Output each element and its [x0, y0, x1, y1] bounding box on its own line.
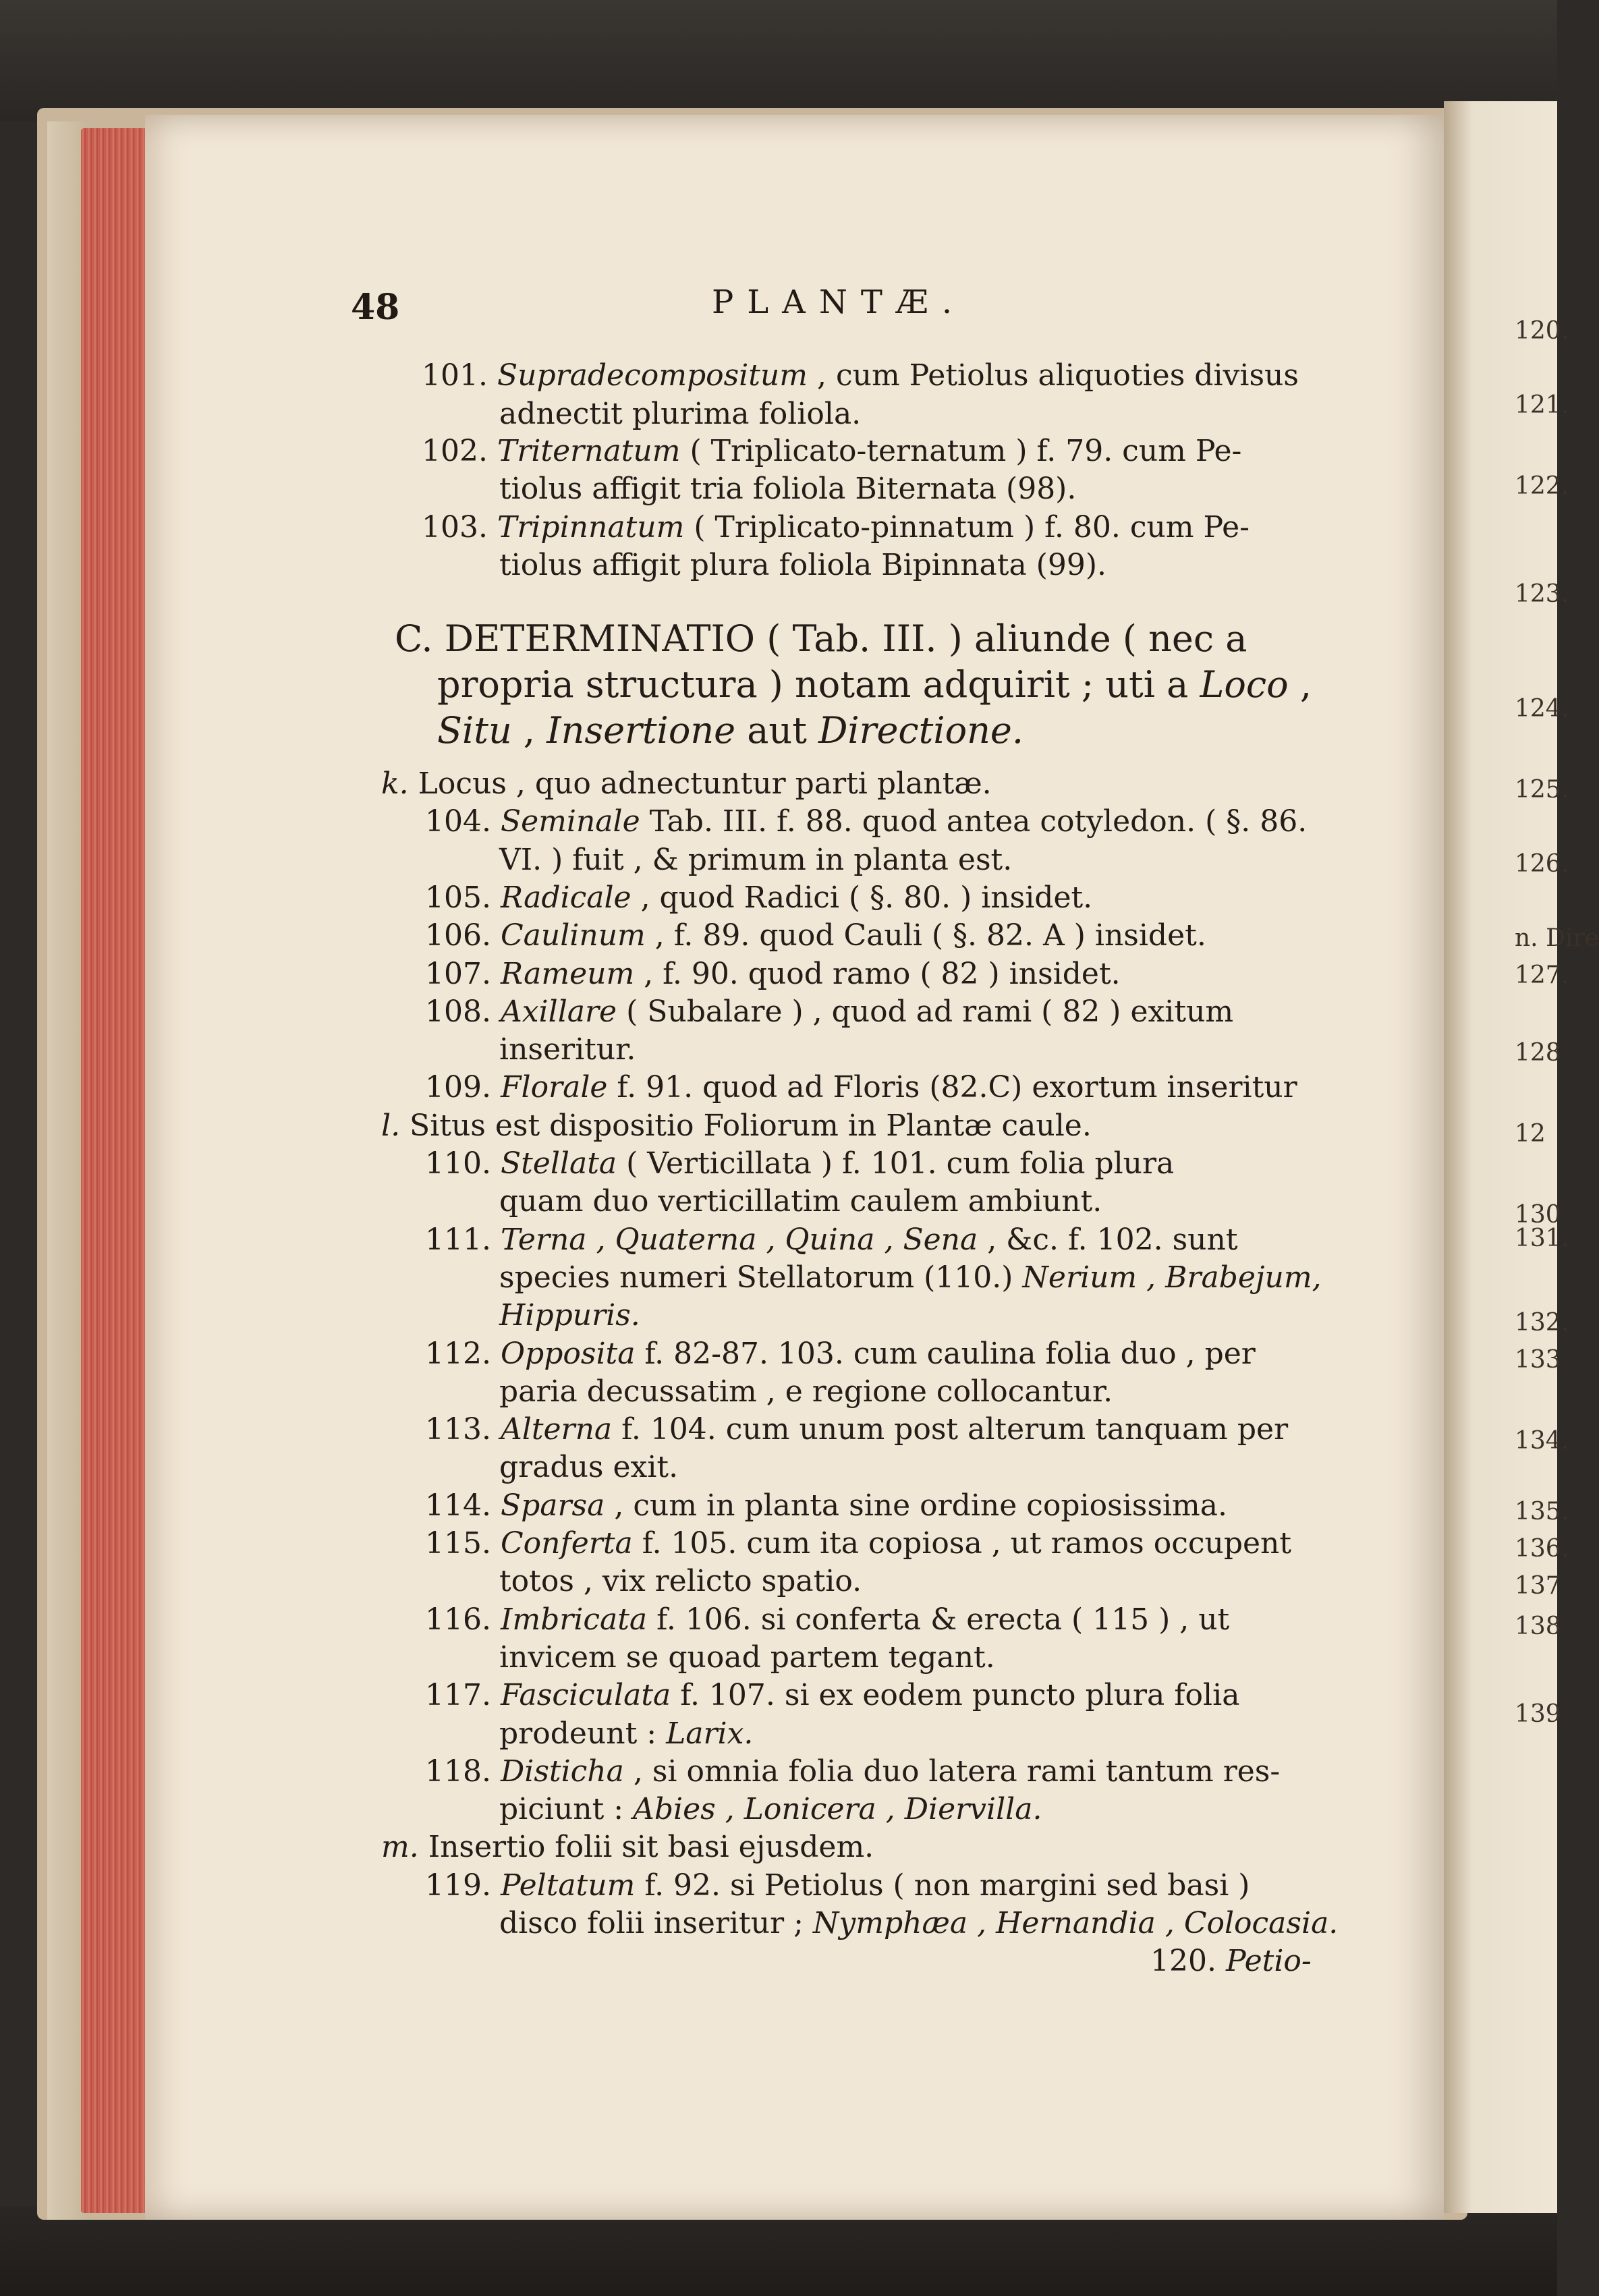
- entry-term: Seminale: [500, 804, 640, 839]
- entry-term: Conferta: [500, 1526, 633, 1561]
- entry-text: VI. ) fuit , & primum in planta est.: [499, 842, 1013, 877]
- entry-number: 112.: [425, 1336, 501, 1371]
- facing-page-number: 132.: [1515, 1309, 1569, 1337]
- entry-number: 108.: [425, 994, 501, 1029]
- entry-line: [425, 1336, 1256, 1371]
- entry-text: ( Triplicato-ternatum ) f. 79. cum Pe-: [690, 434, 1242, 468]
- entry-number: 102.: [422, 434, 488, 468]
- entry-number: 116.: [425, 1602, 501, 1637]
- page-number: 48: [351, 287, 400, 328]
- entry-103-cont: tiolus affigit plura foliola Bipinnata (99).: [499, 548, 1106, 582]
- subsection-marker: k.: [381, 766, 418, 801]
- entry-102: [422, 434, 1242, 468]
- subsection-line: [381, 766, 992, 801]
- facing-page-number: 128: [1515, 1039, 1561, 1067]
- species-names: Hippuris.: [499, 1298, 640, 1333]
- entry-term: Caulinum: [500, 918, 646, 953]
- entry-line: [425, 1754, 1281, 1789]
- entry-text: ( Triplicato-pinnatum ) f. 80. cum Pe-: [694, 510, 1250, 544]
- entry-number: 118.: [425, 1754, 501, 1789]
- text: ,: [1288, 663, 1312, 706]
- entry-line: [425, 1146, 1175, 1181]
- entry-term: Triternatum: [497, 434, 681, 468]
- entry-text: , &c. f. 102. sunt: [978, 1222, 1238, 1257]
- entry-text: f. 91. quod ad Floris (82.C) exortum inseritur: [607, 1070, 1297, 1105]
- entry-text: , cum Petiolus aliquoties divisus: [817, 358, 1299, 393]
- entry-text: , si omnia folia duo latera rami tantum res-: [623, 1754, 1281, 1789]
- entry-text: Tab. III. f. 88. quod antea cotyledon. ( §. 86.: [640, 804, 1308, 839]
- entry-text: Situs est dispositio Foliorum in Plantæ caule.: [410, 1108, 1092, 1143]
- entry-text: gradus exit.: [499, 1450, 679, 1485]
- continuation-line: [499, 1032, 636, 1067]
- facing-page-number: 123.: [1515, 580, 1569, 608]
- text: propria structura ) notam adquirit ; uti a: [437, 663, 1200, 706]
- entry-text: invicem se quoad partem tegant.: [499, 1640, 995, 1675]
- facing-page-number: 136.: [1515, 1535, 1569, 1563]
- entry-text: quam duo verticillatim caulem ambiunt.: [499, 1184, 1102, 1219]
- continuation-line: [499, 842, 1013, 877]
- facing-page-number: n. Dire: [1515, 924, 1599, 952]
- entry-term: Supradecompositum: [497, 358, 808, 393]
- entry-text: Insertio folii sit basi ejusdem.: [428, 1830, 874, 1865]
- facing-page-number: 127.: [1515, 961, 1569, 989]
- text-italic: Directione.: [818, 709, 1024, 752]
- species-names: Larix.: [666, 1716, 754, 1751]
- entry-line: [425, 1602, 1230, 1637]
- species-names: Nymphæa , Hernandia , Colocasia.: [812, 1906, 1339, 1940]
- entry-number: 113.: [425, 1412, 501, 1447]
- entry-text: , f. 89. quod Cauli ( §. 82. A ) insidet.: [645, 918, 1206, 953]
- entry-term: Rameum: [500, 956, 635, 991]
- entry-text: , quod Radici ( §. 80. ) insidet.: [631, 880, 1093, 915]
- entry-term: Axillare: [500, 994, 617, 1029]
- background-top: [0, 0, 1557, 121]
- entry-term: Opposita: [500, 1336, 636, 1371]
- entry-text: 120.: [1150, 1944, 1226, 1979]
- entry-line: [425, 1070, 1297, 1105]
- facing-page-number: 134.: [1515, 1427, 1569, 1455]
- entry-text: disco folii inseritur ;: [499, 1906, 813, 1940]
- entry-term: Florale: [500, 1070, 608, 1105]
- facing-page-number: 137: [1515, 1572, 1561, 1600]
- entry-term: Radicale: [500, 880, 632, 915]
- subsection-marker: l.: [381, 1108, 410, 1143]
- entry-text: f. 82-87. 103. cum caulina folia duo , per: [635, 1336, 1256, 1371]
- text: ,: [511, 709, 547, 752]
- entry-text: f. 92. si Petiolus ( non margini sed basi ): [635, 1868, 1250, 1903]
- entry-text: ( Subalare ) , quod ad rami ( 82 ) exitum: [617, 994, 1234, 1029]
- entry-number: 106.: [425, 918, 501, 953]
- continuation-line: [499, 1260, 1322, 1295]
- entry-102-cont: tiolus affigit tria foliola Biternata (98).: [499, 472, 1077, 506]
- entry-text: f. 105. cum ita copiosa , ut ramos occupent: [632, 1526, 1292, 1561]
- entry-line: [425, 1678, 1240, 1713]
- entry-number: 105.: [425, 880, 501, 915]
- entry-term: Sparsa: [500, 1488, 605, 1523]
- continuation-line: [499, 1906, 1339, 1940]
- section-c-heading: C. DETERMINATIO ( Tab. III. ) aliunde ( nec a: [395, 617, 1247, 660]
- entry-term: Alterna: [500, 1412, 613, 1447]
- entry-number: 119.: [425, 1868, 501, 1903]
- entry-text: f. 107. si ex eodem puncto plura folia: [671, 1678, 1240, 1713]
- facing-page-number: 130: [1515, 1201, 1561, 1229]
- continuation-line: [499, 1640, 995, 1675]
- facing-page-number: 126.: [1515, 850, 1569, 878]
- entry-101: [422, 358, 1299, 393]
- entry-text: ( Verticillata ) f. 101. cum folia plura: [617, 1146, 1175, 1181]
- entry-number: 111.: [425, 1222, 501, 1257]
- continuation-line: [499, 1792, 1042, 1827]
- continuation-line: [499, 1374, 1113, 1409]
- entry-term: Terna , Quaterna , Quina , Sena: [500, 1222, 978, 1257]
- entry-text: f. 106. si conferta & erecta ( 115 ) , ut: [647, 1602, 1230, 1637]
- species-names: Nerium , Brabejum,: [1022, 1260, 1322, 1295]
- entry-number: 107.: [425, 956, 501, 991]
- species-names: Petio-: [1225, 1944, 1312, 1979]
- continuation-line: [499, 1450, 679, 1485]
- entry-number: 101.: [422, 358, 488, 393]
- entry-103: [422, 510, 1250, 544]
- section-c-line2: [437, 663, 1312, 706]
- entry-text: prodeunt :: [499, 1716, 667, 1751]
- facing-page-number: 133: [1515, 1346, 1561, 1374]
- entry-term: Peltatum: [500, 1868, 636, 1903]
- entry-number: 103.: [422, 510, 488, 544]
- entry-text: inseritur.: [499, 1032, 636, 1067]
- entry-line: [425, 994, 1234, 1029]
- species-names: Abies , Lonicera , Diervilla.: [633, 1792, 1042, 1827]
- entry-text: , cum in planta sine ordine copiosissima.: [605, 1488, 1227, 1523]
- text: aut: [735, 709, 819, 752]
- facing-page-number: 139: [1515, 1700, 1561, 1728]
- entry-text: paria decussatim , e regione collocantur.: [499, 1374, 1113, 1409]
- subsection-marker: m.: [381, 1830, 428, 1865]
- entry-text: totos , vix relicto spatio.: [499, 1564, 862, 1599]
- facing-page-number: 122.: [1515, 472, 1569, 500]
- text-italic: Situ: [437, 709, 512, 752]
- entry-term: Fasciculata: [500, 1678, 671, 1713]
- facing-page-number: 120.: [1515, 317, 1569, 345]
- entry-number: 110.: [425, 1146, 501, 1181]
- facing-page-number: 135.: [1515, 1498, 1569, 1525]
- entry-number: 115.: [425, 1526, 501, 1561]
- entry-text: species numeri Stellatorum (110.): [499, 1260, 1023, 1295]
- entry-number: 114.: [425, 1488, 501, 1523]
- entry-line: [425, 1488, 1227, 1523]
- facing-page-number: 138: [1515, 1613, 1561, 1640]
- entry-text: piciunt :: [499, 1792, 634, 1827]
- entry-term: Disticha: [500, 1754, 624, 1789]
- entry-line: [425, 956, 1121, 991]
- entry-line: [425, 804, 1308, 839]
- facing-page-number: 131.: [1515, 1225, 1569, 1252]
- running-head: PLANTÆ.: [712, 283, 966, 321]
- entry-101-cont: adnectit plurima foliola.: [499, 397, 862, 431]
- entry-number: 117.: [425, 1678, 501, 1713]
- entry-number: 109.: [425, 1070, 501, 1105]
- text-italic: Loco: [1200, 663, 1289, 706]
- entry-text: Locus , quo adnectuntur parti plantæ.: [418, 766, 992, 801]
- section-c-line3: [437, 709, 1024, 752]
- subsection-line: [381, 1108, 1092, 1143]
- entry-line: [425, 1526, 1292, 1561]
- facing-page-number: 124.: [1515, 695, 1569, 723]
- continuation-line: [499, 1564, 862, 1599]
- continuation-line: [1150, 1944, 1312, 1979]
- continuation-line: [499, 1184, 1102, 1219]
- red-page-edges: [81, 128, 155, 2213]
- continuation-line: [499, 1716, 754, 1751]
- entry-number: 104.: [425, 804, 501, 839]
- subsection-line: [381, 1830, 874, 1865]
- facing-page-number: 12: [1515, 1120, 1546, 1148]
- entry-text: , f. 90. quod ramo ( 82 ) insidet.: [634, 956, 1121, 991]
- entry-text: f. 104. cum unum post alterum tanquam per: [612, 1412, 1289, 1447]
- entry-line: [425, 1412, 1289, 1447]
- facing-page-number: 125.: [1515, 776, 1569, 804]
- entry-line: [425, 1222, 1238, 1257]
- text-italic: Insertione: [546, 709, 736, 752]
- entry-term: Tripinnatum: [497, 510, 685, 544]
- entry-term: Stellata: [500, 1146, 617, 1181]
- continuation-line: [499, 1298, 640, 1333]
- entry-term: Imbricata: [500, 1602, 648, 1637]
- entry-line: [425, 880, 1093, 915]
- entry-line: [425, 918, 1206, 953]
- facing-page-number: 121.: [1515, 391, 1569, 419]
- entry-line: [425, 1868, 1250, 1903]
